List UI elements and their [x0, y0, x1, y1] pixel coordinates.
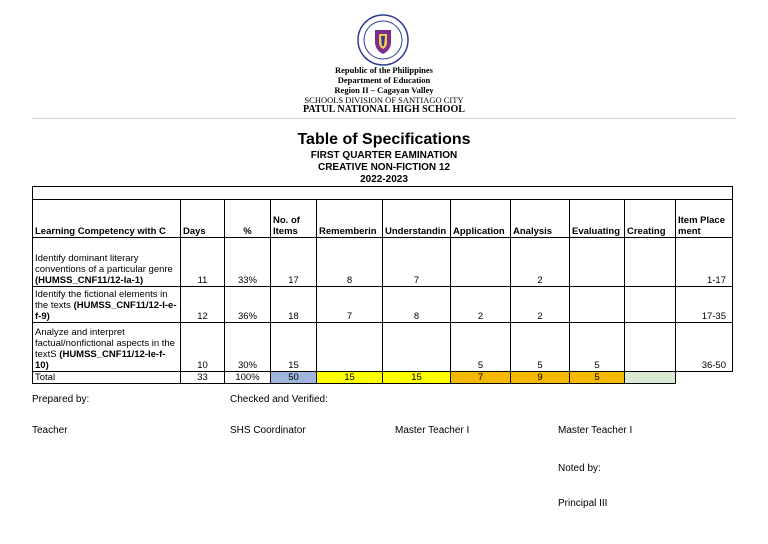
master-teacher-signatory: Master Teacher I: [558, 425, 633, 436]
master-teacher-signatory: Master Teacher I: [395, 425, 470, 436]
analysis-cell: 2: [511, 238, 570, 287]
placement-cell: 1-17: [676, 238, 733, 287]
competency-cell: Identify dominant literary conventions of a particular genre (HUMSS_CNF11/12-Ia-1): [33, 238, 181, 287]
total-items: 50: [271, 372, 317, 384]
application-cell: 2: [451, 287, 511, 323]
days-cell: 10: [181, 323, 225, 372]
col-placement: Item Placement: [676, 200, 733, 238]
header-division: SCHOOLS DIVISION OF SANTIAGO CITY: [304, 95, 464, 105]
principal-signatory: Principal III: [558, 498, 608, 509]
application-cell: [451, 238, 511, 287]
header-school: PATUL NATIONAL HIGH SCHOOL: [303, 104, 465, 115]
analysis-cell: 5: [511, 323, 570, 372]
evaluating-cell: [570, 287, 625, 323]
remembering-cell: [317, 323, 383, 372]
col-analysis: Analysis: [511, 200, 570, 238]
header-department: Department of Education: [337, 75, 431, 85]
placement-cell: 17-35: [676, 287, 733, 323]
days-cell: 12: [181, 287, 225, 323]
application-cell: 5: [451, 323, 511, 372]
remembering-cell: 8: [317, 238, 383, 287]
table-row: [33, 238, 733, 287]
remembering-cell: 7: [317, 287, 383, 323]
exam-subtitle: FIRST QUARTER EAMINATION: [310, 150, 458, 161]
subject-subtitle: CREATIVE NON-FICTION 12: [317, 162, 451, 173]
teacher-signatory: Teacher: [32, 425, 68, 436]
school-year: 2022-2023: [360, 174, 408, 185]
col-remembering: Rememberin: [317, 200, 383, 238]
creating-cell: [625, 238, 676, 287]
competency-cell: Identify the fictional elements in the texts (HUMSS_CNF11/12-I-e-f-9): [33, 287, 181, 323]
total-remembering: 15: [317, 372, 383, 384]
total-application: 7: [451, 372, 511, 384]
total-days: 33: [181, 372, 225, 384]
col-application: Application: [451, 200, 511, 238]
total-label: Total: [33, 372, 181, 384]
days-cell: 11: [181, 238, 225, 287]
total-percent: 100%: [225, 372, 271, 384]
col-evaluating: Evaluating: [570, 200, 625, 238]
checked-verified-label: Checked and Verified:: [230, 394, 328, 405]
creating-cell: [625, 287, 676, 323]
page-title: Table of Specifications: [297, 131, 471, 148]
understanding-cell: 7: [383, 238, 451, 287]
total-understanding: 15: [383, 372, 451, 384]
col-creating: Creating: [625, 200, 676, 238]
prepared-by-label: Prepared by:: [32, 394, 90, 405]
understanding-cell: 8: [383, 287, 451, 323]
header-divider: [32, 118, 736, 119]
total-placement-empty: [676, 372, 733, 384]
competency-cell: Analyze and interpret factual/nonfictional aspects in the textS (HUMSS_CNF11/12-Ie-f-10): [33, 323, 181, 372]
col-competency: Learning Competency with C: [33, 200, 181, 238]
evaluating-cell: 5: [570, 323, 625, 372]
items-cell: 18: [271, 287, 317, 323]
header-row: [33, 200, 733, 238]
header-region: Region II – Cagayan Valley: [334, 85, 434, 95]
total-row: [33, 372, 733, 384]
placement-cell: 36-50: [676, 323, 733, 372]
percent-cell: 30%: [225, 323, 271, 372]
understanding-cell: [383, 323, 451, 372]
col-days: Days: [181, 200, 225, 238]
table-row: [33, 287, 733, 323]
evaluating-cell: [570, 238, 625, 287]
total-analysis: 9: [511, 372, 570, 384]
items-cell: 15: [271, 323, 317, 372]
header-republic: Republic of the Philippines: [334, 65, 433, 75]
col-items: No. of Items: [271, 200, 317, 238]
noted-by-label: Noted by:: [558, 463, 601, 474]
shs-coordinator-signatory: SHS Coordinator: [230, 425, 306, 436]
items-cell: 17: [271, 238, 317, 287]
percent-cell: 33%: [225, 238, 271, 287]
table-row: [33, 323, 733, 372]
total-creating: [625, 372, 676, 384]
creating-cell: [625, 323, 676, 372]
blank-row: [33, 187, 733, 200]
col-percent: %: [225, 200, 271, 238]
analysis-cell: 2: [511, 287, 570, 323]
col-understanding: Understandin: [383, 200, 451, 238]
specifications-table: [32, 186, 733, 384]
deped-seal-icon: [357, 14, 409, 66]
total-evaluating: 5: [570, 372, 625, 384]
percent-cell: 36%: [225, 287, 271, 323]
